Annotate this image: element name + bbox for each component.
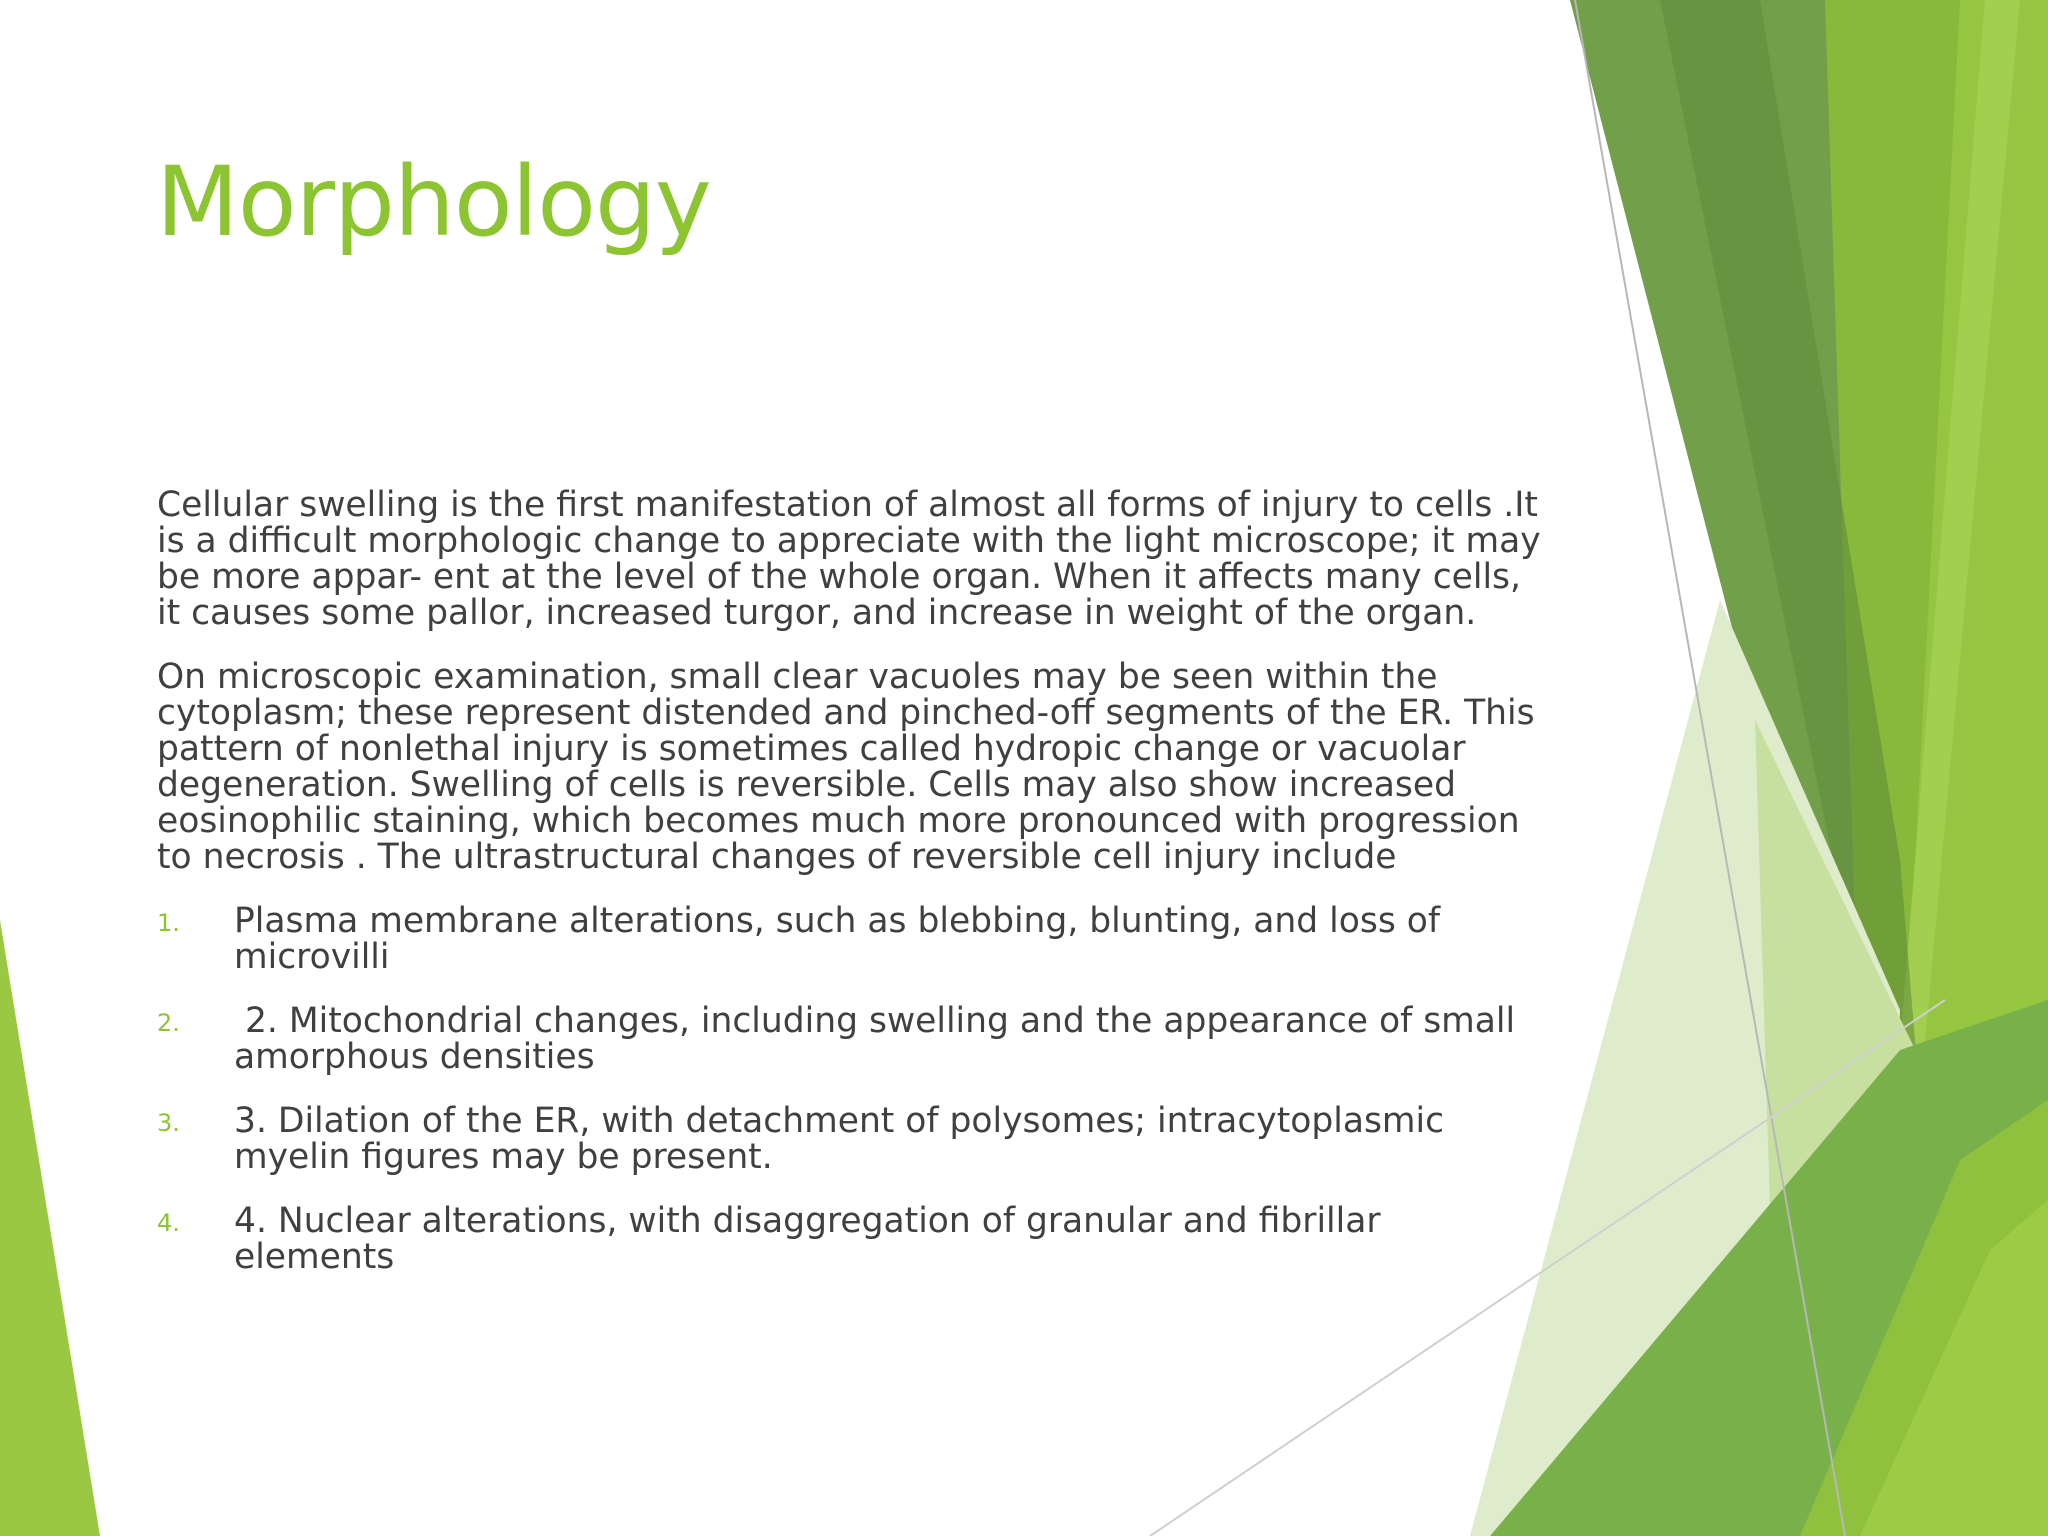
slide-body — [157, 487, 1547, 1303]
list-item-text: 4. Nuclear alterations, with disaggregation of granular and fibrillar elements — [234, 1201, 1381, 1277]
list-marker: 1. — [157, 909, 180, 937]
list-item — [157, 1103, 1547, 1175]
list-item — [157, 1203, 1547, 1275]
list-marker: 2. — [157, 1009, 180, 1037]
list-marker: 3. — [157, 1109, 180, 1137]
list-item — [157, 903, 1547, 975]
body-paragraph: On microscopic examination, small clear vacuoles may be seen within the cytoplasm; these represent distended and pinched-off segments of the ER. This pattern of nonlethal injury is sometimes called hydropic change or vacuolar degeneration. Swelling of cells is reversible. Cells may also show increased eosinophilic staining, which becomes much more pronounced with progression to necrosis . The ultrastructural changes of reversible cell injury include — [157, 657, 1535, 877]
list-item-text: 3. Dilation of the ER, with detachment of polysomes; intracytoplasmic myelin figures may be present. — [234, 1101, 1445, 1177]
slide-title: Morphology — [156, 146, 711, 258]
list-item — [157, 1003, 1547, 1075]
list-marker: 4. — [157, 1209, 180, 1237]
changes-list — [157, 903, 1547, 1275]
body-paragraph: Cellular swelling is the first manifestation of almost all forms of injury to cells .It is a difficult morphologic change to appreciate with the light microscope; it may be more appar- ent at the level of the whole organ. When it affects many cells, it causes some pallor, increased turgor, and increase in weight of the organ. — [157, 485, 1541, 633]
list-item-text: Plasma membrane alterations, such as blebbing, blunting, and loss of microvilli — [234, 901, 1441, 977]
list-item-text: 2. Mitochondrial changes, including swelling and the appearance of small amorphous densities — [234, 1001, 1527, 1077]
